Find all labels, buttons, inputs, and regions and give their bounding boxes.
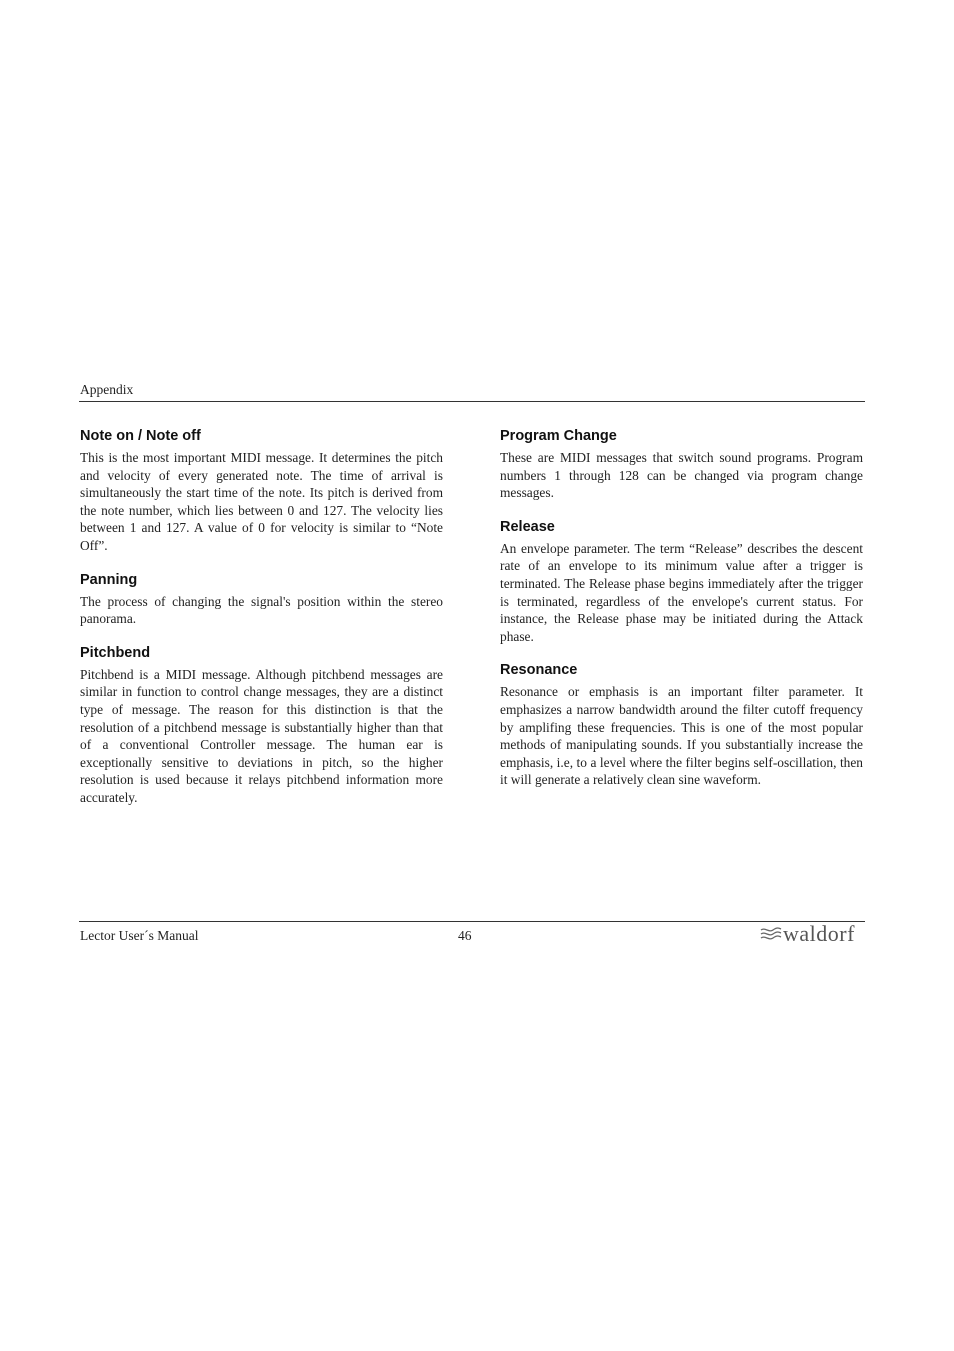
entry-body: An envelope parameter. The term “Release” describes the descent rate of an envelope to its minimum value after a trigger is terminated. The Release phase begins immediately after the trigger is terminated, regardless of the envelope's current status. For instance, the Release phase may be initiated during the Attack phase. bbox=[500, 540, 863, 644]
running-header: Appendix bbox=[80, 382, 134, 397]
glossary-entry-pitchbend bbox=[80, 644, 443, 807]
waldorf-logo bbox=[760, 922, 855, 946]
glossary-entry-note-on-off bbox=[80, 427, 443, 555]
entry-body: These are MIDI messages that switch sound programs. Program numbers 1 through 128 can be changed via program change messages. bbox=[500, 450, 863, 501]
right-column bbox=[500, 427, 863, 805]
logo-wordmark: waldorf bbox=[783, 921, 855, 946]
entry-heading: Pitchbend bbox=[80, 644, 151, 661]
entry-heading: Program Change bbox=[500, 428, 617, 444]
footer-manual-title: Lector User´s Manual bbox=[80, 928, 199, 943]
glossary-entry-program-change bbox=[500, 427, 863, 502]
entry-heading: Release bbox=[500, 518, 555, 535]
glossary-entry-panning bbox=[80, 571, 443, 628]
glossary-entry-release bbox=[500, 518, 863, 646]
entry-body: Resonance or emphasis is an important filter parameter. It emphasizes a narrow bandwidth around the filter cutoff frequency by amplifing these frequencies. This is one of the most popular methods of manipulating sounds. If you substantially increase the emphasis, i.e, to a level where the filter begins self-oscillation, then it will generate a relatively clean sine waveform. bbox=[500, 684, 863, 788]
waldorf-wave-logo-icon bbox=[760, 925, 782, 943]
entry-body: The process of changing the signal's position within the stereo panorama. bbox=[80, 593, 443, 627]
left-column bbox=[80, 427, 443, 823]
entry-heading: Note on / Note off bbox=[80, 428, 201, 444]
glossary-entry-resonance bbox=[500, 661, 863, 789]
footer-rule bbox=[79, 921, 865, 922]
entry-heading: Panning bbox=[80, 571, 138, 588]
entry-body: Pitchbend is a MIDI message. Although pitchbend messages are similar in function to control change messages, they are a distinct type of message. The reason for this distinction is that the resolution of a pitchbend message is substantially higher than that of a conventional Controller message. The human ear is exceptionally sensitive to deviations in pitch, so the higher resolution is used because it relays pitchbend information more accurately. bbox=[80, 666, 443, 805]
page-number: 46 bbox=[458, 928, 472, 943]
entry-heading: Resonance bbox=[500, 662, 578, 679]
entry-body: This is the most important MIDI message. It determines the pitch and velocity of every generated note. The time of arrival is simultaneously the start time of the note. Its pitch is derived from the note number, which lies between 0 and 127. The velocity lies between 1 and 127. A value of 0 for velocity is similar to “Note Off”. bbox=[80, 450, 443, 553]
header-rule bbox=[79, 401, 865, 402]
